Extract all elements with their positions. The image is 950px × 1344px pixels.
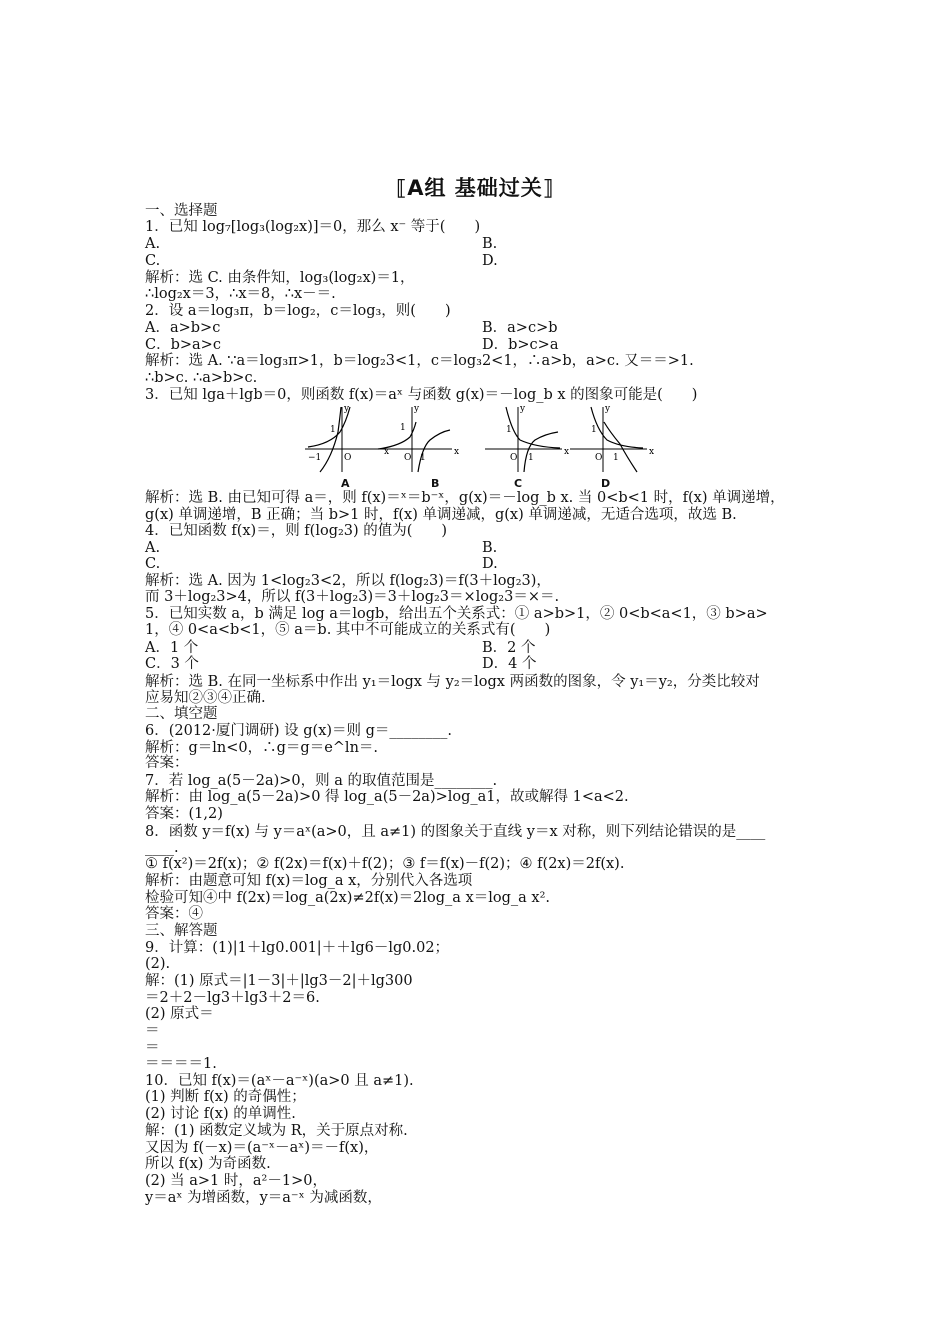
text-line: 4．已知函数 f(x)＝，则 f(log₂3) 的值为( ) xyxy=(145,523,448,539)
graph-c xyxy=(485,404,569,472)
tick-1-y-d: 1 xyxy=(591,425,597,435)
text-line: 6．(2012·厦门调研) 设 g(x)＝则 g＝________. xyxy=(145,723,453,739)
text-line: C. xyxy=(145,253,161,269)
text-line: (2) 原式＝ xyxy=(145,1006,214,1022)
text-line: A．1 个 xyxy=(145,640,199,656)
tick-1-b: 1 xyxy=(420,453,426,463)
text-line: (2). xyxy=(145,956,171,972)
axis-x-label-c: x xyxy=(564,447,570,457)
text-line: A. xyxy=(145,540,161,556)
text-line: 7．若 log_a(5－2a)>0，则 a 的取值范围是________. xyxy=(145,773,498,789)
text-line: 答案： xyxy=(145,755,189,771)
text-line: 答案：④ xyxy=(145,906,203,922)
text-line: 而 3＋log₂3>4，所以 f(3＋log₂3)＝3＋log₂3＝×log₂3＝×＝. xyxy=(145,589,560,605)
text-line: A. xyxy=(145,236,161,252)
axis-x-label-b: x xyxy=(454,447,460,457)
axis-y-label-d: y xyxy=(605,404,611,414)
option-right: B. xyxy=(482,540,498,556)
text-line: C．b>a>c xyxy=(145,337,221,353)
text-line: 解析：选 A. 因为 1<log₂3<2，所以 f(log₂3)＝f(3＋log₂3)， xyxy=(145,573,551,589)
graph-label-a: A xyxy=(341,477,350,490)
text-line: 解：(1) 原式＝|1－3|＋|lg3－2|＋lg300 xyxy=(145,973,413,989)
text-line: (2) 讨论 f(x) 的单调性. xyxy=(145,1106,296,1122)
origin-b: O xyxy=(404,453,412,463)
tick-1-a: 1 xyxy=(330,425,336,435)
option-right: B．2 个 xyxy=(482,640,536,656)
tick-1-d: 1 xyxy=(613,453,619,463)
text-line: 10．已知 f(x)＝(aˣ－a⁻ˣ)(a>0 且 a≠1). xyxy=(145,1073,414,1089)
text-line: 2．设 a＝log₃π，b＝log₂，c＝log₃，则( ) xyxy=(145,303,451,319)
text-line: 三、解答题 xyxy=(145,923,218,939)
tick-1-y-b: 1 xyxy=(400,423,406,433)
text-line: ① f(x²)＝2f(x)；② f(2x)＝f(x)＋f(2)；③ f＝f(x)－f(2)；④ f(2x)＝2f(x). xyxy=(145,856,625,872)
option-right: D．4 个 xyxy=(482,656,537,672)
axis-y-label-b: y xyxy=(414,404,420,414)
tick-1-c: 1 xyxy=(528,453,534,463)
text-line: (2) 当 a>1 时，a²－1>0， xyxy=(145,1173,327,1189)
text-line: 8．函数 y＝f(x) 与 y＝aˣ(a>0，且 a≠1) 的图象关于直线 y＝x 对称，则下列结论错误的是____ xyxy=(145,824,766,840)
text-line: 3．已知 lga＋lgb＝0，则函数 f(x)＝aˣ 与函数 g(x)＝－log_b x 的图象可能是( ) xyxy=(145,387,698,403)
text-line: 所以 f(x) 为奇函数. xyxy=(145,1156,271,1172)
origin-c: O xyxy=(510,453,518,463)
axis-y-label-c: y xyxy=(520,404,526,414)
text-line: C．3 个 xyxy=(145,656,199,672)
text-line: 解析：g＝ln<0，∴g＝g＝e^ln＝. xyxy=(145,740,379,756)
option-right: D．b>c>a xyxy=(482,337,559,353)
text-line: 解析：选 C. 由条件知，log₃(log₂x)＝1， xyxy=(145,270,415,286)
graphs-svg xyxy=(300,402,655,477)
text-line: 应易知②③④正确. xyxy=(145,690,266,706)
text-line: 答案：(1,2) xyxy=(145,806,223,822)
text-line: 解析：由 log_a(5－2a)>0 得 log_a(5－2a)>log_a1，故或解得 1<a<2. xyxy=(145,789,629,805)
text-line: 9．计算：(1)|1＋lg0.001|＋＋lg6－lg0.02； xyxy=(145,940,450,956)
tick-neg1-a: −1 xyxy=(308,453,322,463)
text-line: 检验可知④中 f(2x)＝log_a(2x)≠2f(x)＝2log_a x＝log_a x². xyxy=(145,890,550,906)
text-line: ∴log₂x＝3，∴x＝8，∴x－＝. xyxy=(145,286,336,302)
text-line: ＝＝＝＝1. xyxy=(145,1056,217,1072)
text-line: 解析：选 B. 在同一坐标系中作出 y₁＝logx 与 y₂＝logx 两函数的图象，令 y₁＝y₂，分类比较对 xyxy=(145,674,760,690)
option-right: B. xyxy=(482,236,498,252)
text-line: ＝ xyxy=(145,1023,160,1039)
text-line: ＝2＋2－lg3＋lg3＋2＝6. xyxy=(145,990,320,1006)
text-line: ∴b>c. ∴a>b>c. xyxy=(145,370,258,386)
text-line: (1) 判断 f(x) 的奇偶性； xyxy=(145,1089,306,1105)
axis-y-label-a: y xyxy=(344,404,350,414)
tick-1-y-c: 1 xyxy=(506,425,512,435)
origin-d: O xyxy=(595,453,603,463)
text-line: g(x) 单调递增，B 正确；当 b>1 时，f(x) 单调递减，g(x) 单调递减，无适合选项，故选 B. xyxy=(145,507,737,523)
axis-x-label-a: x xyxy=(384,447,390,457)
graph-label-c: C xyxy=(514,477,523,490)
option-right: D. xyxy=(482,253,498,269)
graph-label-b: B xyxy=(431,477,440,490)
text-line: 二、填空题 xyxy=(145,706,218,722)
text-line: 又因为 f(－x)＝(a⁻ˣ－aˣ)＝－f(x)， xyxy=(145,1140,379,1156)
option-right: B．a>c>b xyxy=(482,320,558,336)
graph-label-d: D xyxy=(601,477,611,490)
text-line: 一、选择题 xyxy=(145,203,218,219)
text-line: 5．已知实数 a，b 满足 log a＝logb，给出五个关系式：① a>b>1，② 0<b<a<1，③ b>a> xyxy=(145,606,768,622)
text-line: 1，④ 0<a<b<1，⑤ a＝b. 其中不可能成立的关系式有( ) xyxy=(145,622,551,638)
text-line: A．a>b>c xyxy=(145,320,221,336)
graph-d xyxy=(570,404,654,472)
option-right: D. xyxy=(482,556,498,572)
text-line: 解析：选 B. 由已知可得 a＝，则 f(x)＝ˣ＝b⁻ˣ，g(x)＝－log_b x. 当 0<b<1 时，f(x) 单调递增， xyxy=(145,490,785,506)
text-line: y＝aˣ 为增函数，y＝a⁻ˣ 为减函数， xyxy=(145,1190,382,1206)
text-line: ＝ xyxy=(145,1040,160,1056)
axis-x-label-d: x xyxy=(649,447,655,457)
graph-a xyxy=(305,404,389,472)
text-line: 解析：由题意可知 f(x)＝log_a x，分别代入各选项 xyxy=(145,873,473,889)
origin-a: O xyxy=(344,453,352,463)
graph-b xyxy=(375,404,459,472)
text-line: 解析：选 A. ∵a＝log₃π>1，b＝log₂3<1，c＝log₃2<1，∴a>b，a>c. 又＝＝>1. xyxy=(145,353,694,369)
text-line: 解：(1) 函数定义域为 R，关于原点对称. xyxy=(145,1123,408,1139)
text-line: 1．已知 log₇[log₃(log₂x)]＝0，那么 x⁻ 等于( ) xyxy=(145,219,481,235)
text-line: ____. xyxy=(145,840,179,856)
function-graphs-figure xyxy=(300,402,655,494)
page-title: ⟦A组 基础过关⟧ xyxy=(395,176,555,200)
text-line: C. xyxy=(145,556,161,572)
